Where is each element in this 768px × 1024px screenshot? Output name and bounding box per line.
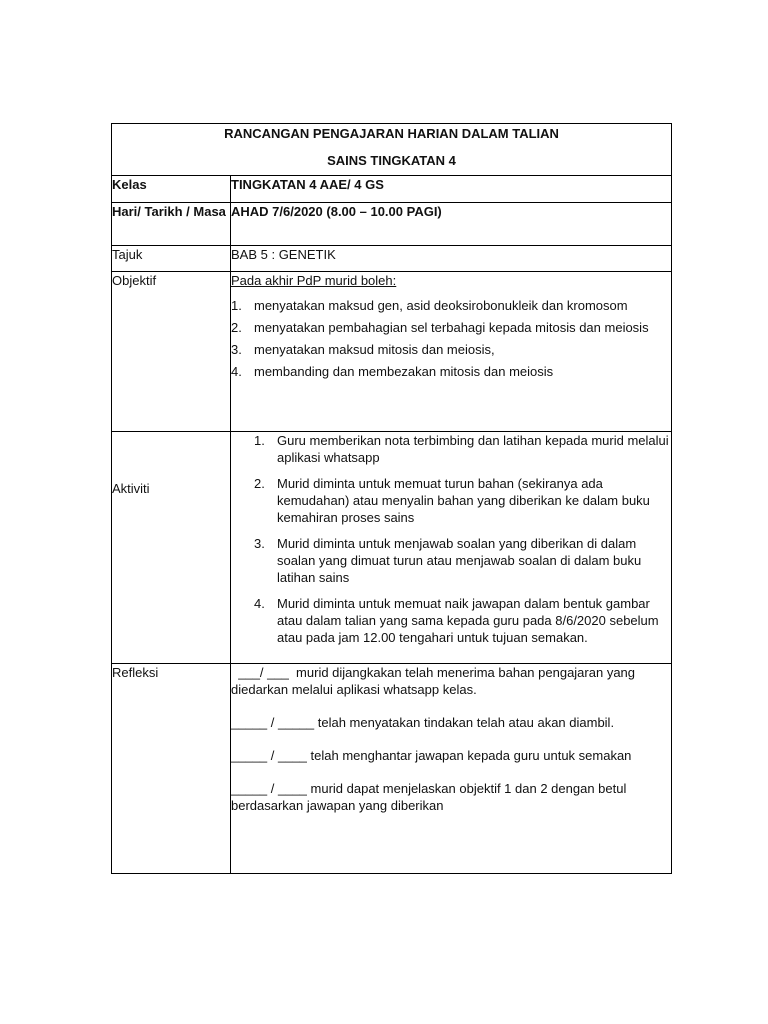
refleksi-label: Refleksi [112, 664, 231, 874]
tajuk-value: BAB 5 : GENETIK [231, 246, 672, 272]
list-item: 3. Murid diminta untuk menjawab soalan yang diberikan di dalam soalan yang dimuat turun atau menjawab soalan di dalam buku latihan sains [254, 536, 642, 585]
title-cell [112, 124, 672, 176]
kelas-row [112, 176, 672, 203]
document-title: RANCANGAN PENGAJARAN HARIAN DALAM TALIAN [224, 126, 559, 141]
refleksi-line: _____ / ____ murid dapat menjelaskan objektif 1 dan 2 dengan betul berdasarkan jawapan yang diberikan [231, 781, 627, 813]
objektif-row [112, 272, 672, 432]
refleksi-line: ___/ ___ murid dijangkakan telah menerima bahan pengajaran yang diedarkan melalui aplikasi whatsapp kelas. [231, 665, 639, 697]
kelas-value: TINGKATAN 4 AAE/ 4 GS [231, 176, 672, 203]
refleksi-line: _____ / ____ telah menghantar jawapan kepada guru untuk semakan [231, 748, 632, 763]
document-subtitle: SAINS TINGKATAN 4 [327, 153, 456, 168]
aktiviti-label: Aktiviti [112, 432, 231, 664]
aktiviti-cell [231, 432, 672, 664]
refleksi-row [112, 664, 672, 874]
objektif-cell [231, 272, 672, 432]
objektif-intro: Pada akhir PdP murid boleh: [231, 273, 397, 288]
list-item: 3. menyatakan maksud mitosis dan meiosis, [231, 342, 495, 357]
masa-label: Hari/ Tarikh / Masa [112, 203, 231, 246]
title-row [112, 124, 672, 176]
aktiviti-row [112, 432, 672, 664]
list-item: 2. Murid diminta untuk memuat turun bahan (sekiranya ada kemudahan) atau menyalin bahan yang diberikan ke dalam buku kemahiran proses sains [254, 476, 650, 525]
lesson-plan-document [111, 123, 671, 874]
masa-row [112, 203, 672, 246]
lesson-plan-table [111, 123, 672, 874]
refleksi-line: _____ / _____ telah menyatakan tindakan telah atau akan diambil. [231, 715, 615, 730]
list-item: 1. menyatakan maksud gen, asid deoksirobonukleik dan kromosom [231, 298, 628, 313]
list-item: 4. Murid diminta untuk memuat naik jawapan dalam bentuk gambar atau dalam talian yang sama kepada guru pada 8/6/2020 sebelum atau pada jam 12.00 tengahari untuk tujuan semakan. [254, 596, 659, 645]
objektif-label: Objektif [112, 272, 231, 432]
kelas-label: Kelas [112, 176, 231, 203]
masa-value: AHAD 7/6/2020 (8.00 – 10.00 PAGI) [231, 203, 672, 246]
list-item: 4. membanding dan membezakan mitosis dan meiosis [231, 364, 554, 379]
list-item: 1. Guru memberikan nota terbimbing dan latihan kepada murid melalui aplikasi whatsapp [254, 433, 669, 465]
refleksi-cell [231, 664, 672, 874]
tajuk-label: Tajuk [112, 246, 231, 272]
objektif-list [231, 297, 671, 380]
list-item: 2. menyatakan pembahagian sel terbahagi kepada mitosis dan meiosis [231, 320, 649, 335]
aktiviti-list [231, 432, 671, 646]
tajuk-row [112, 246, 672, 272]
